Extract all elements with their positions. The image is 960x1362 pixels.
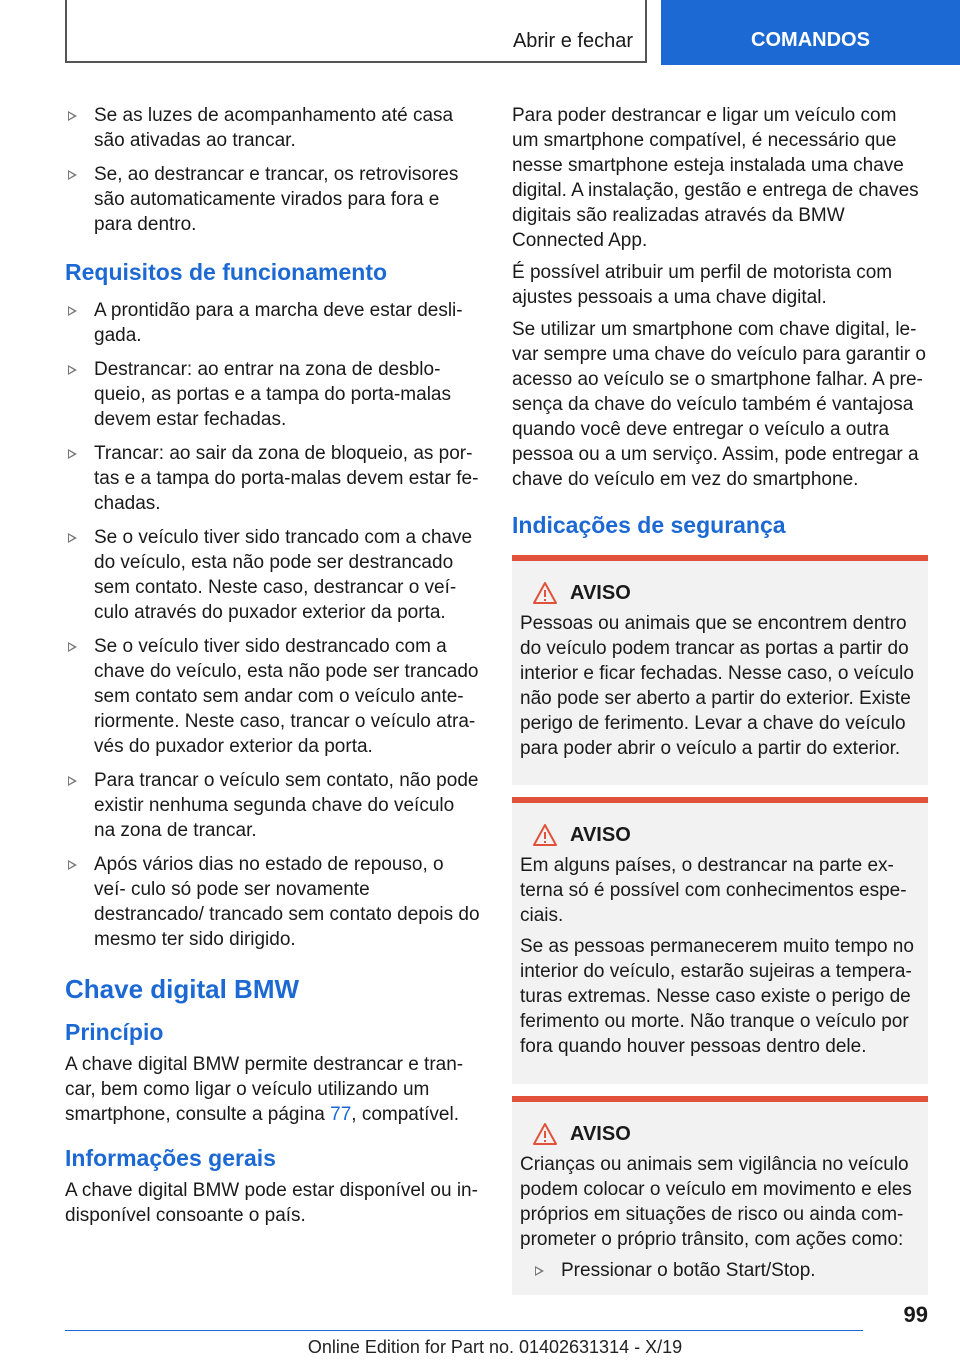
warning-box-2 [512, 797, 928, 1084]
general-info-heading: Informações gerais [65, 1145, 276, 1171]
warning-text: Em alguns países, o destrancar na parte ex- terna só é possível com conhecimentos espe- ciais. [520, 855, 907, 926]
bullet-triangle-icon [68, 306, 77, 316]
requirements-bullet-list [65, 298, 480, 952]
digital-key-paragraph-1: Para poder destrancar e ligar um veículo com um smartphone compatível, é necessário que nesse smartphone esteja instalada uma chave digital. A instalação, gestão e entrega de chaves digitais são realizadas através da BMW Connected App. [512, 105, 919, 251]
warning-text: Se as pessoas permanecerem muito tempo no interior do veículo, estarão sujeiras a tempera- turas extremas. Nesse caso existe o perigo de ferimento ou morte. Não tranque o veículo por fora quando houver pessoas dentro dele. [520, 936, 914, 1057]
warning-box-3 [512, 1096, 928, 1295]
warning-triangle-icon [532, 581, 558, 605]
header-chapter-tab: COMANDOS [661, 0, 960, 65]
bullet-triangle-icon [68, 111, 77, 121]
list-item: Para trancar o veículo sem contato, não pode existir nenhuma segunda chave do veículo na zona de trancar. [65, 768, 480, 843]
digital-key-heading: Chave digital BMW [65, 974, 300, 1004]
footer-divider [65, 1330, 863, 1331]
bullet-triangle-icon [68, 533, 77, 543]
principle-heading: Princípio [65, 1019, 164, 1045]
header-section-box [65, 0, 647, 63]
warning-title: AVISO [570, 1122, 631, 1145]
bullet-triangle-icon [68, 776, 77, 786]
warning-text: Crianças ou animais sem vigilância no veículo podem colocar o veículo em movimento e eles próprios em situações de risco ou ainda com- prometer o próprio trânsito, com ações como: [520, 1154, 912, 1250]
bullet-triangle-icon [68, 860, 77, 870]
bullet-triangle-icon [68, 365, 77, 375]
list-item: Pressionar o botão Start/Stop. [520, 1258, 920, 1283]
bullet-triangle-icon [68, 642, 77, 652]
list-item: Se as luzes de acompanhamento até casa são ativadas ao trancar. [65, 103, 480, 153]
right-column [512, 103, 928, 1295]
bullet-triangle-icon [68, 449, 77, 459]
header-section-title: Abrir e fechar [512, 30, 633, 52]
list-item: A prontidão para a marcha deve estar desli- gada. [65, 298, 480, 348]
list-item: Se, ao destrancar e trancar, os retrovisores são automaticamente virados para fora e para dentro. [65, 162, 480, 237]
page-reference-link[interactable]: 77 [330, 1104, 352, 1125]
left-column [65, 103, 480, 1235]
warning-title: AVISO [570, 581, 631, 604]
safety-heading: Indicações de segurança [512, 512, 786, 538]
list-item: Destrancar: ao entrar na zona de desblo- queio, as portas e a tampa do porta-malas devem estar fechadas. [65, 357, 480, 432]
digital-key-paragraph-3: Se utilizar um smartphone com chave digital, le- var sempre uma chave do veículo para garantir o acesso ao veículo se o smartphone falhar. A pre- sença da chave do veículo também é vantajosa quando você deve entregar o veículo a outra pessoa ou a um serviço. Assim, pode entregar a chave do veículo em vez do smartphone. [512, 319, 926, 490]
page-number: 99 [903, 1302, 928, 1327]
warning-title: AVISO [570, 823, 631, 846]
warning-text: Pessoas ou animais que se encontrem dentro do veículo podem trancar as portas a partir do interior e ficar fechadas. Nesse caso, o veículo não pode ser aberto a partir do exterior. Existe perigo de ferimento. Levar a chave do veículo para poder abrir o veículo a partir do exterior. [520, 613, 914, 759]
digital-key-paragraph-2: É possível atribuir um perfil de motorista com ajustes pessoais a uma chave digital. [512, 262, 893, 308]
principle-paragraph: A chave digital BMW permite destrancar e tran- car, bem como ligar o veículo utilizando um smartphone, consulte a página 77, compatível. [65, 1054, 464, 1125]
footer-edition-text: Online Edition for Part no. 01402631314 - X/19 [307, 1337, 683, 1357]
warning-box-1 [512, 555, 928, 785]
bullet-triangle-icon [535, 1266, 544, 1276]
intro-bullet-list [65, 103, 480, 237]
list-item: Se o veículo tiver sido destrancado com a chave do veículo, esta não pode ser trancado sem contato sem andar com o veículo ante- riormente. Neste caso, trancar o veículo atra- vés do puxador exterior da porta. [65, 634, 480, 759]
list-item: Se o veículo tiver sido trancado com a chave do veículo, esta não pode ser destrancado sem contato. Neste caso, destrancar o veí- culo através do puxador exterior da porta. [65, 525, 480, 625]
list-item: Após vários dias no estado de repouso, o veí- culo só pode ser novamente destrancado/ trancado sem contato depois do mesmo ter sido dirigido. [65, 852, 480, 952]
bullet-triangle-icon [68, 170, 77, 180]
list-item: Trancar: ao sair da zona de bloqueio, as por- tas e a tampa do porta-malas devem estar fe- chadas. [65, 441, 480, 516]
warning-triangle-icon [532, 823, 558, 847]
general-info-paragraph: A chave digital BMW pode estar disponível ou in- disponível consoante o país. [65, 1180, 478, 1226]
warning-bullet-list [520, 1258, 920, 1283]
warning-triangle-icon [532, 1122, 558, 1146]
requirements-heading: Requisitos de funcionamento [65, 259, 388, 285]
